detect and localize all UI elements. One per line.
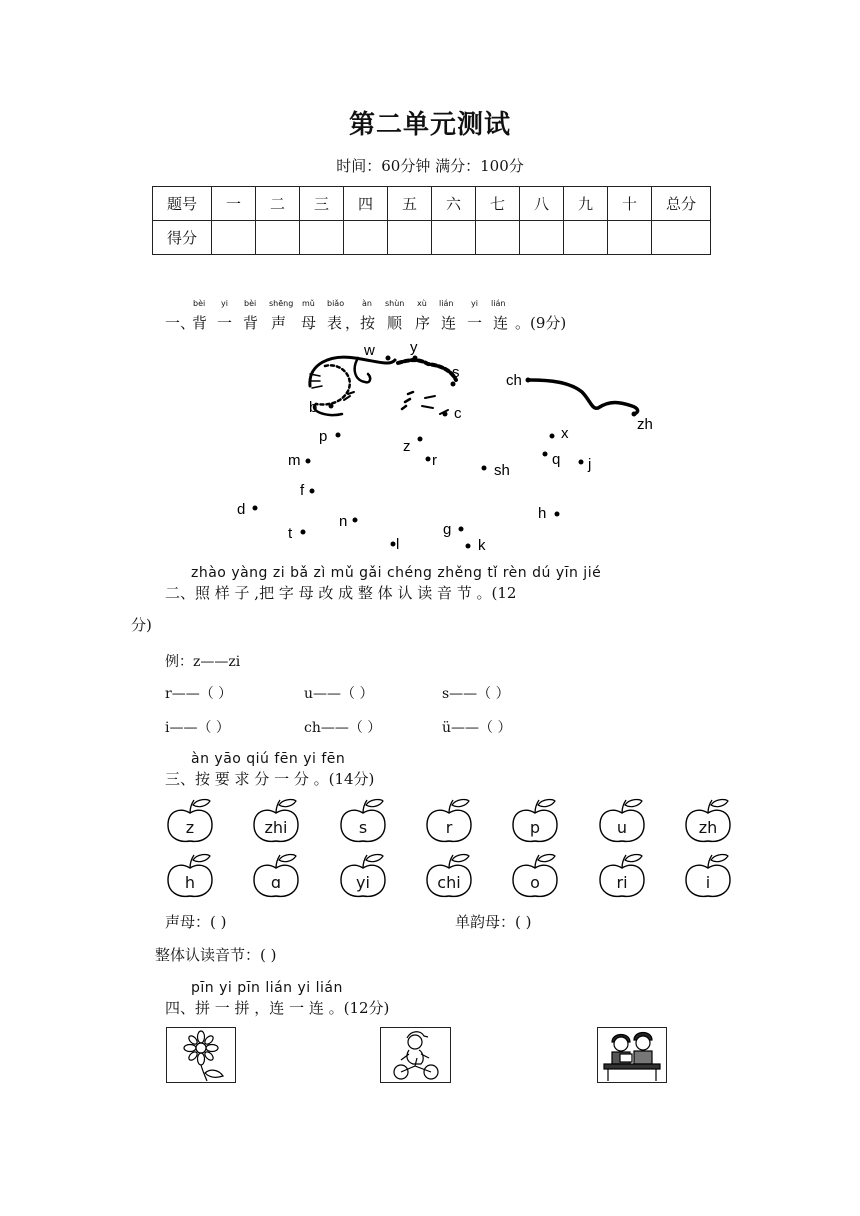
score-table-score-row <box>153 221 711 255</box>
reading-kids-icon <box>598 1028 666 1082</box>
q1-pinyin: xù <box>417 299 427 308</box>
q1-pinyin: àn <box>362 299 372 308</box>
apple-card[interactable] <box>598 797 646 845</box>
q1-pinyin: bèi <box>193 299 206 308</box>
dot-label: z <box>403 438 411 455</box>
table-cell: 三 <box>300 187 344 221</box>
apple-card[interactable] <box>166 797 214 845</box>
dot-to-dot-picture[interactable] <box>230 336 670 556</box>
table-cell: 四 <box>344 187 388 221</box>
table-cell: 一 <box>212 187 256 221</box>
q1-char: 母 <box>301 314 317 332</box>
apple-card[interactable] <box>425 852 473 900</box>
apple-card[interactable] <box>511 852 559 900</box>
q1-char: 连 <box>441 314 457 332</box>
q1-heading <box>165 299 605 334</box>
q2-blank[interactable]: ü——（ ） <box>442 720 512 736</box>
table-cell: 八 <box>520 187 564 221</box>
page-title: 第二单元测试 <box>348 110 511 140</box>
score-input-cell[interactable] <box>344 221 388 255</box>
score-input-cell[interactable] <box>300 221 344 255</box>
dot-label: m <box>288 452 301 469</box>
q2-blank[interactable]: r——（ ） <box>165 686 233 702</box>
dot-label: n <box>339 513 348 530</box>
q1-pinyin: yi <box>221 299 228 308</box>
q1-char: 背 <box>243 314 259 332</box>
boy-bike-picture[interactable] <box>380 1027 451 1083</box>
q2-heading: 二、照 样 子 ,把 字 母 改 成 整 体 认 读 音 节 。(12 <box>165 584 517 602</box>
q2-blank[interactable]: ch——（ ） <box>304 720 382 736</box>
q1-char: 顺 <box>387 314 403 332</box>
dot-label: p <box>319 428 328 445</box>
q1-char: 序 <box>415 314 431 332</box>
dot-label: sh <box>494 462 510 479</box>
q1-pinyin: bèi <box>244 299 257 308</box>
apple-card[interactable] <box>684 797 732 845</box>
q1-char: 一 <box>467 314 483 332</box>
apple-letter: z <box>185 818 195 837</box>
table-cell: 十 <box>608 187 652 221</box>
time-score-info: 时间：60分钟 满分：100分 <box>336 157 524 175</box>
table-cell: 二 <box>256 187 300 221</box>
apple-card[interactable] <box>511 797 559 845</box>
table-cell: 七 <box>476 187 520 221</box>
apple-letter: yi <box>356 873 370 892</box>
seal-outline <box>310 357 638 415</box>
q2-blank[interactable]: i——（ ） <box>165 720 230 736</box>
q1-prefix: 一、 <box>165 314 196 332</box>
dot-label: g <box>443 521 452 538</box>
q1-char: 一 <box>217 314 233 332</box>
apple-letter: h <box>184 873 196 892</box>
table-cell: 题号 <box>153 187 212 221</box>
score-input-cell[interactable] <box>432 221 476 255</box>
apple-letter: u <box>616 818 628 837</box>
q1-char: 声 <box>271 314 287 332</box>
apple-card[interactable] <box>339 797 387 845</box>
table-cell: 总分 <box>652 187 711 221</box>
dot-label: k <box>478 537 486 554</box>
dot-label: b <box>309 399 318 416</box>
apple-card[interactable] <box>598 852 646 900</box>
apple-letter: ɑ <box>270 873 282 892</box>
apple-letter: chi <box>437 873 461 892</box>
score-input-cell[interactable] <box>520 221 564 255</box>
dot-label: d <box>237 501 246 518</box>
apple-letter: o <box>530 873 540 892</box>
q1-pinyin: lián <box>491 299 506 308</box>
q4-heading: 四、拼 一 拼 ，连 一 连 。(12分) <box>165 999 390 1017</box>
q3-heading: 三、按 要 求 分 一 分 。(14分) <box>165 770 375 788</box>
flower-picture[interactable] <box>166 1027 236 1083</box>
q2-blank[interactable]: u——（ ） <box>304 686 374 702</box>
apple-letter: s <box>358 818 368 837</box>
score-input-cell[interactable] <box>564 221 608 255</box>
dot-label: c <box>454 405 462 422</box>
dot-label: x <box>561 425 569 442</box>
zhengti-blank[interactable]: 整体认读音节：( ) <box>155 946 277 964</box>
q2-heading-wrap: 分) <box>131 616 152 634</box>
q1-pinyin: lián <box>439 299 454 308</box>
q4-pinyin: pīn yi pīn lián yi lián <box>191 980 343 996</box>
apple-card[interactable] <box>166 852 214 900</box>
table-cell: 六 <box>432 187 476 221</box>
score-input-cell[interactable] <box>476 221 520 255</box>
q1-pinyin: mǔ <box>302 299 315 308</box>
dot-label: q <box>552 451 561 468</box>
apple-card[interactable] <box>425 797 473 845</box>
q1-pinyin: shēng <box>269 299 294 308</box>
dot-label: s <box>452 364 460 381</box>
q2-pinyin: zhào yàng zi bǎ zì mǔ gǎi chéng zhěng tǐ rèn dú yīn jié <box>191 565 602 581</box>
q1-char: ，按 <box>345 314 376 332</box>
dot-label: y <box>410 339 418 356</box>
q3-pinyin: àn yāo qiú fēn yi fēn <box>191 751 346 767</box>
dot-label: h <box>538 505 547 522</box>
dot-label: j <box>588 456 592 473</box>
apple-letter: r <box>445 818 453 837</box>
q1-char: 连 <box>493 314 509 332</box>
shengmu-blank[interactable]: 声母：( ) <box>165 913 227 931</box>
score-input-cell[interactable] <box>212 221 256 255</box>
dot-label: f <box>300 482 305 499</box>
dot-label: w <box>364 342 375 359</box>
dot-labels <box>237 339 653 554</box>
apple-card[interactable] <box>339 852 387 900</box>
dot-label: l <box>396 536 400 553</box>
apple-card[interactable] <box>684 852 732 900</box>
apple-letter: i <box>705 873 711 892</box>
bicycle-boy-icon <box>381 1028 450 1082</box>
score-input-cell[interactable] <box>256 221 300 255</box>
q1-suffix: 。(9分) <box>515 314 567 332</box>
apple-letter: zh <box>698 818 718 837</box>
dot-label: zh <box>637 416 653 433</box>
score-input-cell[interactable] <box>388 221 432 255</box>
score-table-header-row <box>153 187 711 221</box>
q1-pinyin: shùn <box>385 299 405 308</box>
q1-pinyin: biǎo <box>327 299 345 308</box>
q1-char: 背 <box>192 314 208 332</box>
flower-icon <box>167 1028 235 1082</box>
score-input-cell[interactable] <box>652 221 711 255</box>
dot-label: t <box>288 525 293 542</box>
q2-example: 例：z——zi <box>165 654 241 670</box>
apple-letter: zhi <box>264 818 288 837</box>
table-cell: 得分 <box>153 221 212 255</box>
score-input-cell[interactable] <box>608 221 652 255</box>
kids-reading-picture[interactable] <box>597 1027 667 1083</box>
table-cell: 五 <box>388 187 432 221</box>
yunmu-blank[interactable]: 单韵母：( ) <box>455 913 532 931</box>
table-cell: 九 <box>564 187 608 221</box>
apple-letter: ri <box>616 873 628 892</box>
apple-card[interactable] <box>252 852 300 900</box>
apple-card[interactable] <box>252 797 300 845</box>
q1-pinyin: yi <box>471 299 478 308</box>
q1-char: 表 <box>327 314 343 332</box>
dot-label: r <box>432 452 437 469</box>
dot-label: ch <box>506 372 522 389</box>
apple-letter: p <box>529 818 541 837</box>
score-table <box>152 186 711 255</box>
q2-blank[interactable]: s——（ ） <box>442 686 510 702</box>
